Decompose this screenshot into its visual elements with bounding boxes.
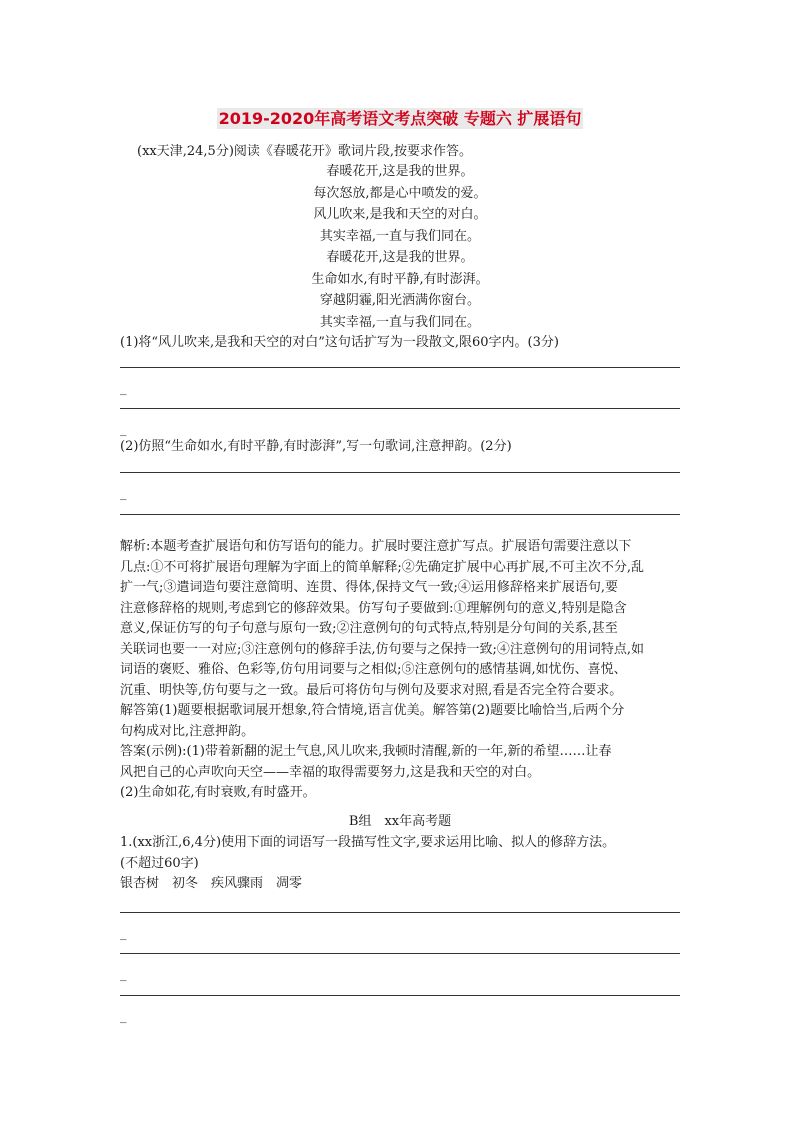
answer-line	[120, 953, 680, 954]
question-intro: (xx天津,24,5分)阅读《春暖花开》歌词片段,按要求作答。	[137, 144, 473, 159]
answer-dash: _	[120, 486, 127, 501]
analysis-line: 沉重、明快等,仿句要与之一致。最后可将仿句与例句及要求对照,看是否完全符合要求。	[120, 682, 623, 698]
question-b1-line: (不超过60字)	[120, 855, 199, 871]
analysis-line: 词语的褒贬、雅俗、色彩等,仿句用词要与之相似;⑤注意例句的感情基调,如忧伤、喜悦、	[120, 662, 627, 677]
analysis-line: 意义,保证仿写的句子句意与原句一致;②注意例句的句式特点,特别是分句间的关系,甚至	[120, 621, 618, 636]
page-title: 2019-2020年高考语文考点突破 专题六 扩展语句	[218, 109, 582, 128]
analysis-line: 几点:①不可将扩展语句理解为字面上的简单解释;②先确定扩展中心再扩展,不可主次不分,乱	[120, 559, 645, 575]
answer-line	[120, 472, 680, 473]
lyric-line: 其实幸福,一直与我们同在。	[319, 229, 481, 244]
analysis-line: 句构成对比,注意押韵。	[120, 723, 255, 739]
lyric-line: 春暖花开,这是我的世界。	[326, 164, 474, 179]
answer-line	[120, 995, 680, 996]
analysis-line: 解析:本题考查扩展语句和仿写语句的能力。扩展时要注意扩写点。扩展语句需要注意以下	[120, 539, 632, 554]
lyric-line: 穿越阴霾,阳光洒满你窗台。	[319, 293, 481, 308]
answer-line-text: 风把自己的心声吹向天空——幸福的取得需要努力,这是我和天空的对白。	[120, 764, 541, 780]
analysis-line: 关联词也要一一对应;③注意例句的修辞手法,仿句要与之保持一致;④注意例句的用词特点,如	[120, 641, 645, 657]
lyric-line: 风儿吹来,是我和天空的对白。	[313, 207, 487, 222]
answer-line	[120, 408, 680, 409]
group-b-heading: B组 xx年高考题	[348, 814, 452, 829]
answer-line	[120, 514, 680, 515]
answer-dash: _	[120, 967, 127, 982]
word-list: 银杏树 初冬 疾风骤雨 凋零	[120, 876, 303, 891]
question-b1	[120, 833, 685, 895]
answer-dash: _	[120, 926, 127, 941]
lyric-line: 其实幸福,一直与我们同在。	[319, 315, 481, 330]
answer-dash: _	[120, 381, 127, 396]
question-1: (1)将“风儿吹来,是我和天空的对白”这句话扩写为一段散文,限60字内。(3分)	[120, 335, 559, 350]
answer-line	[120, 912, 680, 913]
analysis-line: 扩一气;③遣词造句要注意简明、连贯、得体,保持文气一致;④运用修辞格来扩展语句,要	[120, 580, 619, 595]
answer-dash: _	[120, 528, 127, 543]
lyric-line: 春暖花开,这是我的世界。	[326, 250, 474, 265]
analysis-block	[120, 537, 685, 804]
analysis-line: 解答第(1)题要根据歌词展开想象,符合情境,语言优美。解答第(2)题要比喻恰当,后两个分	[120, 703, 625, 718]
answer-line	[120, 367, 680, 368]
answer-line-text: (2)生命如花,有时衰败,有时盛开。	[120, 785, 316, 800]
question-b1-line: 1.(xx浙江,6,4分)使用下面的词语写一段描写性文字,要求运用比喻、拟人的修辞方法。	[120, 835, 616, 850]
answer-line-text: 答案(示例):(1)带着新翻的泥土气息,风儿吹来,我顿时清醒,新的一年,新的希望……让春	[120, 744, 612, 759]
answer-dash: _	[120, 1009, 127, 1024]
lyric-line: 生命如水,有时平静,有时澎湃。	[311, 272, 489, 287]
question-2: (2)仿照“生命如水,有时平静,有时澎湃”,写一句歌词,注意押韵。(2分)	[120, 439, 512, 454]
answer-dash: _	[120, 422, 127, 437]
analysis-line: 注意修辞格的规则,考虑到它的修辞效果。仿写句子要做到:①理解例句的意义,特别是隐含	[120, 600, 627, 616]
lyric-line: 每次怒放,都是心中喷发的爱。	[313, 186, 487, 201]
